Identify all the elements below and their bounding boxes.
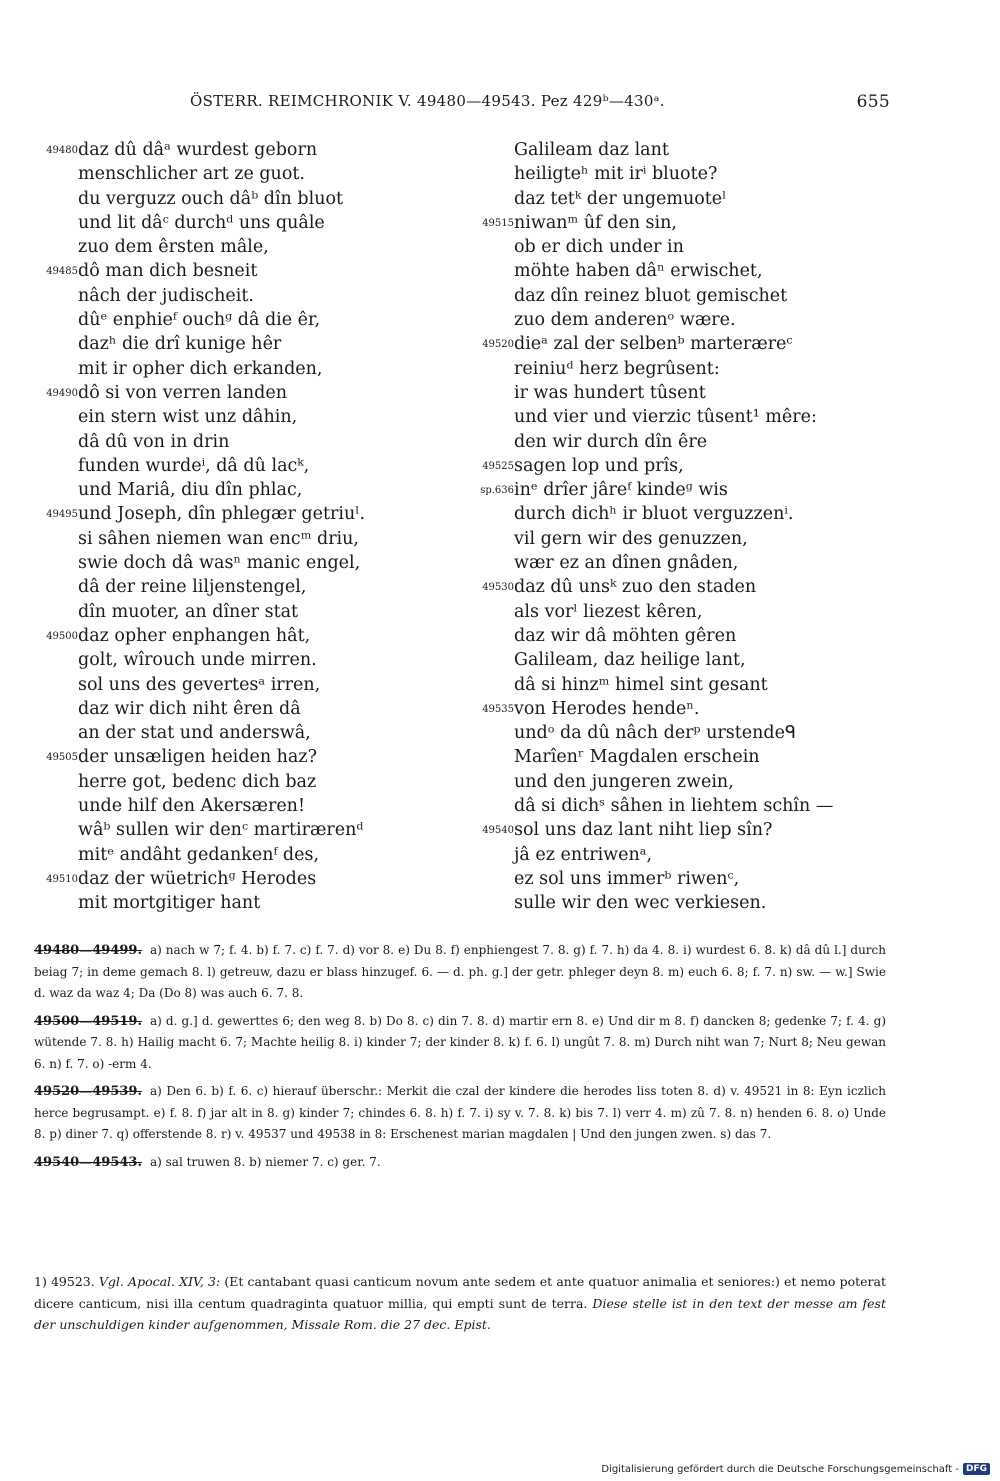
- running-title: ÖSTERR. REIMCHRONIK V. 49480—49543. Pez 429ᵇ—430ᵃ.: [190, 92, 665, 110]
- verse-line: [34, 405, 464, 429]
- verse-text: mit ir opher dich erkanden,: [78, 358, 323, 379]
- line-number: 49500: [46, 630, 78, 642]
- verse-line: [34, 527, 464, 551]
- verse-line: [470, 600, 900, 624]
- verse-line: [470, 867, 900, 891]
- verse-text: sulle wir den wec verkiesen.: [514, 893, 767, 914]
- verse-text: dâ si hinzᵐ himel sint gesant: [514, 674, 768, 695]
- verse-line: [34, 502, 464, 526]
- verse-text: daz dû unsᵏ zuo den staden: [514, 577, 757, 598]
- verse-line: [470, 745, 900, 769]
- verse-line: [470, 454, 900, 478]
- page-number: 655: [856, 92, 890, 112]
- verse-line: [470, 721, 900, 745]
- verse-text: und den jungeren zwein,: [514, 771, 734, 792]
- verse-line: [34, 818, 464, 842]
- apparatus-range: 49500—49519.: [34, 1013, 142, 1029]
- verse-line: [470, 284, 900, 308]
- verse-text: swie doch dâ wasⁿ manic engel,: [78, 553, 361, 574]
- line-number: 49515: [482, 217, 514, 229]
- verse-text: mit mortgitiger hant: [78, 893, 261, 914]
- verse-text: an der stat und anderswâ,: [78, 723, 311, 744]
- verse-line: [34, 648, 464, 672]
- verse-line: [470, 259, 900, 283]
- verse-line: [470, 673, 900, 697]
- verse-line: [34, 138, 464, 162]
- line-number: 49525: [482, 460, 514, 472]
- verse-text: daz dîn reinez bluot gemischet: [514, 285, 788, 306]
- verse-line: [34, 867, 464, 891]
- verse-line: [470, 575, 900, 599]
- verse-text: herre got, bedenc dich baz: [78, 771, 317, 792]
- verse-text: niwanᵐ ûf den sin,: [514, 212, 677, 233]
- verse-line: [470, 891, 900, 915]
- footnote-text: (Et cantabant quasi canticum novum ante sedem et ante quatuor animalia et seniores:) et nemo poterat dicere canticum, nisi illa centum quadraginta quatuor millia, qui empti sunt de terra.: [34, 1274, 887, 1311]
- footnote-note: Diese stelle ist in den text der messe am fest der unschuldigen kinder aufgenommen, Missale Rom. die 27 dec. Epist.: [34, 1295, 886, 1332]
- apparatus-text: a) sal truwen 8. b) niemer 7. c) ger. 7.: [149, 1154, 381, 1169]
- verse-text: nâch der judischeit.: [78, 285, 254, 306]
- verse-text: heiligteʰ mit irⁱ bluote?: [514, 164, 718, 185]
- verse-line: [34, 624, 464, 648]
- verse-text: ez sol uns immerᵇ riwenᶜ,: [514, 868, 740, 889]
- verse-text: daz dû dâᵃ wurdest geborn: [78, 140, 318, 160]
- dfg-logo: DFG: [963, 1463, 990, 1475]
- verse-line: [34, 794, 464, 818]
- verse-line: [34, 187, 464, 211]
- verse-line: [470, 818, 900, 842]
- verse-line: [34, 454, 464, 478]
- verse-text: möhte haben dâⁿ erwischet,: [514, 261, 763, 282]
- verse-text: als vorˡ liezest kêren,: [514, 601, 703, 622]
- verse-text: jâ ez entriwenᵃ,: [514, 844, 653, 865]
- verse-line: [470, 138, 900, 162]
- verse-line: [470, 697, 900, 721]
- verse-text: Galileam daz lant: [514, 140, 669, 160]
- apparatus-block: [34, 1081, 886, 1146]
- line-number: 49505: [46, 752, 78, 764]
- verse-line: [34, 430, 464, 454]
- verse-line: [470, 357, 900, 381]
- verse-text: ir was hundert tûsent: [514, 382, 706, 403]
- verse-line: [470, 381, 900, 405]
- verse-text: sol uns des gevertesᵃ irren,: [78, 674, 321, 695]
- verse-line: [34, 697, 464, 721]
- apparatus-block: [34, 940, 886, 1005]
- verse-line: [470, 430, 900, 454]
- verse-line: [34, 259, 464, 283]
- verse-text: wâᵇ sullen wir denᶜ martirærenᵈ: [78, 820, 364, 841]
- verse-text: dieᵃ zal der selbenᵇ marteræreᶜ: [514, 334, 793, 355]
- left-verse-column: [34, 138, 464, 916]
- line-number: 49530: [482, 582, 514, 594]
- verse-text: dô man dich besneit: [78, 261, 258, 282]
- verse-line: [470, 794, 900, 818]
- verse-text: dâ der reine liljenstengel,: [78, 577, 307, 598]
- verse-line: [34, 721, 464, 745]
- verse-line: [34, 332, 464, 356]
- footnote-reference: Vgl. Apocal. XIV, 3:: [98, 1274, 221, 1289]
- verse-text: reiniuᵈ herz begrûsent:: [514, 358, 720, 379]
- verse-text: dâ dû von in drin: [78, 431, 230, 452]
- line-number: 49535: [482, 703, 514, 715]
- credit-text: Digitalisierung gefördert durch die Deutsche Forschungsgemeinschaft -: [601, 1463, 959, 1475]
- line-number: 49520: [482, 339, 514, 351]
- footnote-marker: 1) 49523.: [34, 1274, 95, 1289]
- verse-text: und Joseph, dîn phlegær getriuˡ.: [78, 504, 366, 525]
- verse-line: [34, 600, 464, 624]
- verse-line: [470, 162, 900, 186]
- verse-text: sol uns daz lant niht liep sîn?: [514, 820, 773, 841]
- verse-text: mitᵉ andâht gedankenᶠ des,: [78, 844, 320, 865]
- digitization-credit: [601, 1463, 990, 1475]
- verse-text: menschlicher art ze guot.: [78, 164, 305, 185]
- verse-line: [470, 187, 900, 211]
- line-number: 49540: [482, 825, 514, 837]
- verse-line: [34, 162, 464, 186]
- apparatus-range: 49480—49499.: [34, 943, 142, 958]
- verse-text: golt, wîrouch unde mirren.: [78, 650, 317, 671]
- verse-text: daz der wüetrichᵍ Herodes: [78, 868, 317, 889]
- verse-text: daz tetᵏ der ungemuoteˡ: [514, 188, 727, 209]
- verse-text: inᵉ drîer jâreᶠ kindeᵍ wis: [514, 480, 728, 501]
- verse-text: Galileam, daz heilige lant,: [514, 650, 746, 671]
- verse-line: [470, 843, 900, 867]
- verse-text: vil gern wir des genuzzen,: [514, 528, 748, 549]
- line-number: 49510: [46, 873, 78, 885]
- verse-line: [34, 770, 464, 794]
- verse-text: zuo dem êrsten mâle,: [78, 237, 269, 258]
- verse-line: [470, 527, 900, 551]
- verse-text: der unsæligen heiden haz?: [78, 747, 317, 768]
- line-number: 49490: [46, 387, 78, 399]
- apparatus-range: 49520—49539.: [34, 1084, 142, 1099]
- line-number: 49485: [46, 266, 78, 278]
- verse-text: dâ si dichˢ sâhen in liehtem schîn —: [514, 796, 834, 817]
- verse-line: [34, 235, 464, 259]
- verse-text: und vier und vierzic tûsent¹ mêre:: [514, 407, 817, 428]
- verse-text: dîn muoter, an dîner stat: [78, 601, 299, 622]
- verse-line: [34, 381, 464, 405]
- verse-text: ein stern wist unz dâhin,: [78, 407, 298, 428]
- line-number: sp.636: [480, 485, 514, 497]
- verse-text: sagen lop und prîs,: [514, 455, 684, 476]
- verse-line: [470, 648, 900, 672]
- verse-text: von Herodes hendeⁿ.: [514, 698, 700, 719]
- apparatus-text: a) nach w 7; f. 4. b) f. 7. c) f. 7. d) vor 8. e) Du 8. f) enphiengest 7. 8. g) f. 7. h) da 4. 8. i) wurdest 6. 8. k) dâ dû l.] durch beiag 7; in deme gemach 8. l) getreuw, dazu er blass hinzugef. 6. — d. ph. g.] der getr. phleger deyn 8. m) euch 6. 8; f. 7. n) sw. — w.] Swie d. waz da waz 4; Da (Do 8) was auch 6. 7. 8.: [34, 943, 886, 1000]
- verse-text: durch dichʰ ir bluot verguzzenⁱ.: [514, 504, 794, 525]
- verse-text: unde hilf den Akersæren!: [78, 796, 305, 817]
- verse-line: [34, 673, 464, 697]
- verse-line: [34, 211, 464, 235]
- verse-text: funden wurdeⁱ, dâ dû lacᵏ,: [78, 455, 310, 476]
- verse-line: [34, 478, 464, 502]
- verse-line: [34, 551, 464, 575]
- verse-text: daz wir dich niht êren dâ: [78, 698, 301, 719]
- critical-apparatus: [34, 940, 886, 1179]
- verse-text: undᵒ da dû nâch derᵖ urstendeᑫ: [514, 723, 796, 744]
- line-number: 49480: [46, 145, 78, 156]
- apparatus-block: [34, 1152, 886, 1174]
- apparatus-block: [34, 1011, 886, 1076]
- verse-text: und Mariâ, diu dîn phlac,: [78, 480, 303, 501]
- apparatus-text: a) Den 6. b) f. 6. c) hierauf überschr.: Merkit die czal der kindere die herodes liss toten 8. d) v. 49521 in 8: Eyn iczlich herce begrusampt. e) f. 8. f) jar alt in 8. g) kinder 7; chindes 6. 8. h) f. 7. i) sy v. 7. 8. k) bis 7. l) verr 4. m) zû 7. 8. n) henden 6. 8. o) Unde 8. p) diner 7. q) offerstende 8. r) v. 49537 und 49538 in 8: Erschenest marian magdalen | Und den jungen zwen. s) das 7.: [34, 1084, 886, 1141]
- verse-line: [470, 624, 900, 648]
- verse-line: [34, 308, 464, 332]
- verse-text: Marîenʳ Magdalen erschein: [514, 747, 760, 768]
- verse-line: [34, 891, 464, 915]
- page-header: [190, 92, 890, 116]
- verse-text: den wir durch dîn êre: [514, 431, 708, 452]
- verse-text: dûᵉ enphieᶠ ouchᵍ dâ die êr,: [78, 310, 321, 331]
- right-verse-column: [470, 138, 900, 916]
- verse-line: [34, 575, 464, 599]
- verse-line: [470, 770, 900, 794]
- verse-line: [470, 235, 900, 259]
- verse-line: [470, 332, 900, 356]
- footnote: [34, 1271, 886, 1336]
- verse-line: [470, 502, 900, 526]
- verse-line: [34, 745, 464, 769]
- verse-text: daz opher enphangen hât,: [78, 625, 311, 646]
- verse-text: zuo dem anderenᵒ wære.: [514, 310, 736, 331]
- verse-line: [34, 357, 464, 381]
- verse-line: [470, 405, 900, 429]
- verse-text: du verguzz ouch dâᵇ dîn bluot: [78, 188, 344, 209]
- verse-line: [470, 308, 900, 332]
- verse-text: si sâhen niemen wan encᵐ driu,: [78, 528, 359, 549]
- line-number: 49495: [46, 509, 78, 521]
- verse-line: [470, 211, 900, 235]
- apparatus-text: a) d. g.] d. gewerttes 6; den weg 8. b) Do 8. c) din 7. 8. d) martir ern 8. e) Und dir m 8. f) dancken 8; gedenke 7; f. 4. g) wütende 7. 8. h) Hailig macht 6. 7; Machte heilig 8. i) kinder 7; der kinder 8. k) f. 6. l) ungût 7. 8. m) Durch niht wan 7; Nurt 8; Neu gewan 6. n) f. 7. o) -erm 4.: [34, 1013, 886, 1071]
- verse-line: [34, 843, 464, 867]
- verse-line: [470, 551, 900, 575]
- verse-text: ob er dich under in: [514, 237, 684, 258]
- apparatus-range: 49540—49543.: [34, 1154, 142, 1170]
- verse-text: daz wir dâ möhten gêren: [514, 625, 737, 646]
- verse-line: [470, 478, 900, 502]
- verse-line: [34, 284, 464, 308]
- verse-text: dô si von verren landen: [78, 382, 287, 403]
- verse-text: wær ez an dînen gnâden,: [514, 553, 739, 574]
- verse-text: dazʰ die drî kunige hêr: [78, 334, 282, 355]
- verse-text: und lit dâᶜ durchᵈ uns quâle: [78, 212, 325, 233]
